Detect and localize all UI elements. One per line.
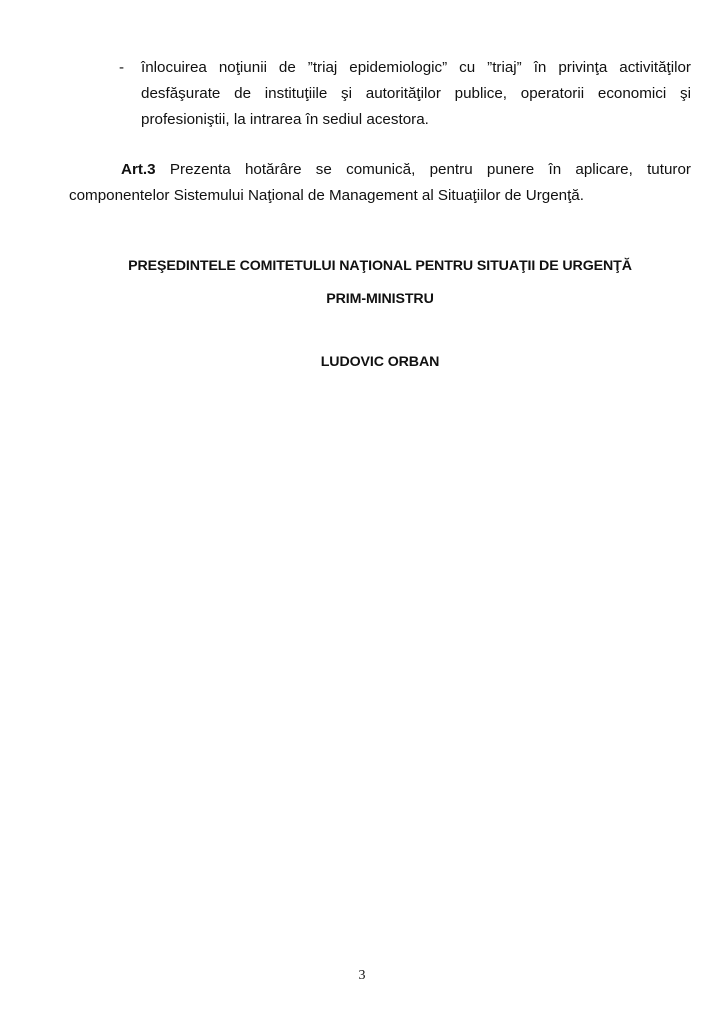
bullet-text	[141, 55, 691, 133]
article-3-text-line-1: Prezenta hotărâre se comunică, pentru punere în aplicare, tuturor	[169, 161, 691, 178]
bullet-line-3: profesioniştii, la intrarea în sediul acestora.	[141, 111, 429, 128]
article-3-text-line-2: componentelor Sistemului Naţional de Management al Situaţiilor de Urgenţă.	[69, 187, 584, 204]
bullet-line-2: desfăşurate de instituţiile şi autorităţilor publice, operatorii economici şi	[141, 85, 691, 102]
article-label: Art.3	[121, 161, 156, 178]
bullet-line-1: înlocuirea noţiunii de ”triaj epidemiologic” cu ”triaj” în privinţa activităţilor	[141, 59, 691, 76]
signatory-name: LUDOVIC ORBAN	[320, 354, 440, 370]
page-number: 3	[358, 968, 366, 983]
signatory-role: PRIM-MINISTRU	[326, 291, 434, 307]
bullet-marker: -	[119, 59, 125, 76]
article-3-first-line	[69, 157, 691, 183]
signatory-title: PREŞEDINTELE COMITETULUI NAŢIONAL PENTRU SITUAŢII DE URGENŢĂ	[128, 258, 632, 274]
article-3-paragraph	[69, 157, 691, 209]
